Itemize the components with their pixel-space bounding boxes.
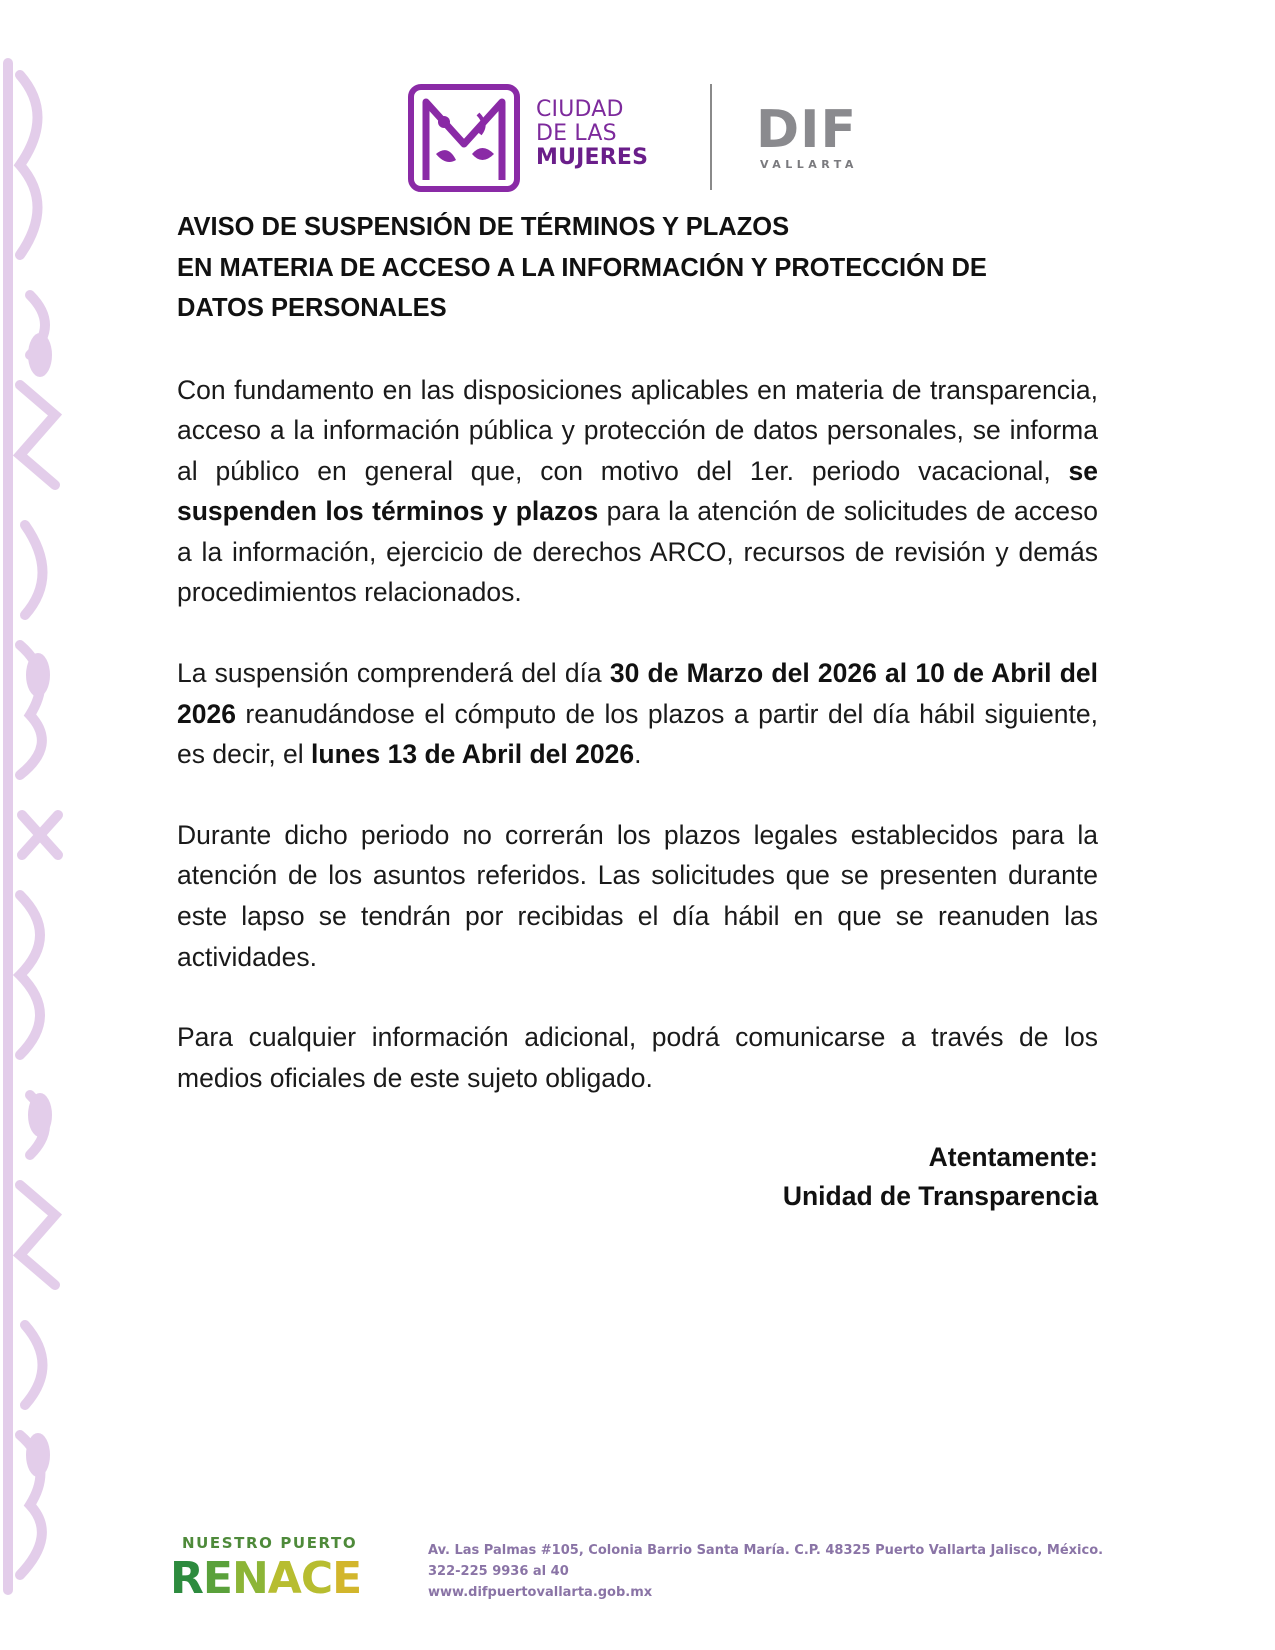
renace-logo	[170, 1534, 385, 1604]
footer-website[interactable]: www.difpuertovallarta.gob.mx	[428, 1585, 653, 1600]
resume-date: lunes 13 de Abril del 2026	[311, 739, 635, 770]
header-divider	[710, 84, 712, 190]
dif-logo-subtitle: VALLARTA	[760, 158, 858, 171]
title-line: EN MATERIA DE ACCESO A LA INFORMACIÓN Y PROTECCIÓN DE	[177, 253, 987, 282]
renace-letter: R	[170, 1553, 203, 1604]
signature-unit: Unidad de Transparencia	[782, 1181, 1098, 1212]
logo-line: MUJERES	[536, 145, 649, 170]
dif-logo-word: DIF	[756, 100, 858, 160]
paragraph-text: La suspensión comprenderá del día	[177, 658, 610, 689]
logo-line: DE LAS	[536, 121, 617, 146]
renace-letter: A	[267, 1553, 301, 1604]
paragraph-basis	[177, 370, 1098, 614]
logo-line: CIUDAD	[536, 97, 624, 122]
notice-title	[177, 207, 1098, 329]
renace-logo-top: NUESTRO PUERTO	[182, 1534, 358, 1552]
footer-contact	[428, 1540, 1103, 1603]
title-line: DATOS PERSONALES	[177, 294, 447, 322]
paragraph-dates	[177, 653, 1098, 775]
renace-letter: E	[332, 1553, 362, 1604]
paragraph-text: Con fundamento en las disposiciones aplicables en materia de transparencia, acceso a la información pública y protección de datos personales, se informa al público en general que, con motivo del 1er. periodo vacacional,	[177, 374, 1098, 486]
suspension-period: 30 de Marzo del 2026 al 10 de Abril del 2026	[177, 658, 1099, 729]
footer-address: Av. Las Palmas #105, Colonia Barrio Santa María. C.P. 48325 Puerto Vallarta Jalisco, México.	[428, 1543, 1104, 1558]
ciudad-de-las-mujeres-logo-icon	[408, 84, 520, 192]
floral-pattern-icon	[0, 55, 66, 1600]
header-logos	[408, 84, 868, 192]
renace-letter: N	[231, 1553, 268, 1604]
paragraph-text: .	[634, 739, 642, 770]
paragraph-text: para la atención de solicitudes de acceso a la información, ejercicio de derechos ARCO, recursos de revisión y demás procedimientos relacionados.	[177, 496, 1098, 608]
paragraph-contact: Para cualquier información adicional, podrá comunicarse a través de los medios oficiales de este sujeto obligado.	[177, 1022, 1098, 1093]
notice-document	[177, 207, 1098, 1216]
title-line: AVISO DE SUSPENSIÓN DE TÉRMINOS Y PLAZOS	[177, 213, 790, 241]
renace-letter: E	[202, 1553, 232, 1604]
renace-logo-word	[170, 1553, 362, 1604]
paragraph-text: reanudándose el cómputo de los plazos a partir del día hábil siguiente, es decir, el	[177, 698, 1098, 770]
footer-phone: 322-225 9936 al 40	[428, 1564, 569, 1579]
paragraph-bold-text: se suspenden los términos y plazos	[177, 455, 1098, 527]
ciudad-de-las-mujeres-wordmark	[536, 98, 648, 170]
signature-block	[177, 1138, 1098, 1216]
paragraph-effects: Durante dicho periodo no correrán los plazos legales establecidos para la atención de los asuntos referidos. Las solicitudes que se presenten durante este lapso se tendrán por recibidas el día hábil en que se reanuden las actividades.	[177, 819, 1098, 972]
signature-closing: Atentamente:	[928, 1142, 1098, 1173]
renace-letter: C	[300, 1553, 333, 1604]
